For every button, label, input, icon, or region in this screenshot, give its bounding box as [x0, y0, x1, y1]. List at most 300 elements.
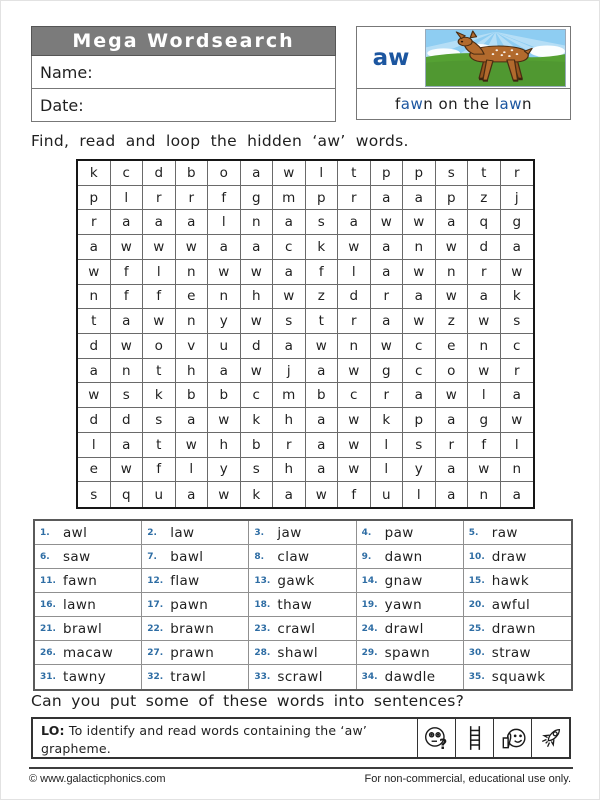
grid-letter-cell[interactable]: b — [306, 383, 339, 408]
grid-letter-cell[interactable]: a — [512, 486, 521, 503]
word-entry: trawl — [170, 665, 249, 689]
grid-letter-cell[interactable]: w — [111, 334, 144, 359]
grid-letter-cell[interactable]: c — [338, 383, 371, 408]
grid-letter-cell[interactable]: w — [111, 235, 144, 260]
grid-letter-cell[interactable]: h — [273, 458, 306, 483]
grid-letter-cell[interactable]: b — [176, 383, 209, 408]
grid-letter-cell[interactable]: a — [371, 309, 404, 334]
grid-letter-cell[interactable]: j — [501, 186, 534, 211]
grid-letter-cell[interactable]: a — [436, 408, 469, 433]
word-number: 25. — [464, 617, 492, 641]
grid-letter-cell[interactable]: a — [176, 482, 209, 507]
grid-letter-cell[interactable]: a — [111, 309, 144, 334]
word-number: 21. — [35, 617, 63, 641]
grid-letter-cell[interactable]: k — [501, 285, 534, 310]
grid-letter-cell[interactable]: m — [273, 383, 306, 408]
grid-letter-cell[interactable]: w — [338, 235, 371, 260]
word-entry: law — [170, 521, 249, 545]
grid-letter-cell[interactable]: l — [371, 433, 404, 458]
grid-letter-cell[interactable]: t — [468, 161, 501, 186]
phoneme-card — [356, 26, 571, 120]
grid-letter-cell[interactable]: s — [273, 309, 306, 334]
grid-letter-cell[interactable]: a — [436, 458, 469, 483]
grid-letter-cell[interactable]: d — [78, 334, 111, 359]
grid-letter-cell[interactable]: w — [208, 408, 241, 433]
wordsearch-grid — [76, 159, 535, 509]
grid-letter-cell[interactable]: d — [468, 235, 501, 260]
instruction-text: Find, read and loop the hidden ‘aw’ words. — [31, 132, 409, 150]
word-number: 29. — [357, 641, 385, 665]
word-entry: crawl — [277, 617, 356, 641]
grid-letter-cell[interactable]: a — [306, 359, 339, 384]
word-entry: paw — [385, 521, 464, 545]
grid-letter-cell[interactable]: a — [176, 408, 209, 433]
grid-letter-cell[interactable]: r — [436, 433, 469, 458]
grid-letter-cell[interactable]: g — [241, 186, 274, 211]
grid-letter-cell[interactable]: a — [78, 359, 111, 384]
word-entry: dawn — [385, 545, 464, 569]
grid-letter-cell[interactable]: f — [338, 482, 371, 507]
word-number: 24. — [357, 617, 385, 641]
grid-letter-cell[interactable]: j — [273, 359, 306, 384]
footer-license: For non-commercial, educational use only. — [364, 773, 571, 785]
grid-letter-cell[interactable]: e — [176, 285, 209, 310]
grid-letter-cell[interactable]: n — [501, 458, 534, 483]
word-entry: gnaw — [385, 569, 464, 593]
grid-letter-cell[interactable]: w — [338, 458, 371, 483]
word-number: 20. — [464, 593, 492, 617]
grid-letter-cell[interactable]: a — [306, 433, 339, 458]
grid-letter-cell[interactable]: w — [338, 359, 371, 384]
name-label: Name: — [40, 63, 93, 82]
grid-letter-cell[interactable]: a — [143, 210, 176, 235]
grapheme-highlight: aw — [499, 95, 522, 113]
grid-letter-cell[interactable]: a — [371, 186, 404, 211]
grid-letter-cell[interactable]: u — [143, 482, 176, 507]
grid-letter-cell[interactable]: w — [436, 285, 469, 310]
word-number: 18. — [249, 593, 277, 617]
grid-letter-cell[interactable]: c — [273, 235, 306, 260]
word-number: 28. — [249, 641, 277, 665]
grid-letter-cell[interactable]: a — [208, 359, 241, 384]
word-number: 23. — [249, 617, 277, 641]
grid-letter-cell[interactable]: w — [306, 482, 339, 507]
grid-letter-cell[interactable]: q — [468, 210, 501, 235]
grid-letter-cell[interactable]: a — [241, 235, 274, 260]
grid-letter-cell[interactable]: a — [78, 235, 111, 260]
grid-letter-cell[interactable]: a — [241, 161, 274, 186]
word-number: 1. — [35, 521, 63, 545]
word-entry: fawn — [63, 569, 142, 593]
grid-letter-cell[interactable]: s — [241, 458, 274, 483]
phoneme-caption — [357, 89, 570, 119]
grid-letter-cell[interactable]: a — [273, 482, 306, 507]
grid-letter-cell[interactable]: q — [111, 482, 144, 507]
word-entry: gawk — [277, 569, 356, 593]
grid-letter-cell[interactable]: w — [436, 235, 469, 260]
word-number: 16. — [35, 593, 63, 617]
grid-letter-cell[interactable]: n — [176, 260, 209, 285]
grid-letter-cell[interactable]: o — [143, 334, 176, 359]
grid-letter-cell[interactable]: a — [273, 210, 306, 235]
grid-letter-cell[interactable]: a — [403, 383, 436, 408]
grid-letter-cell[interactable]: a — [208, 235, 241, 260]
grid-letter-cell[interactable]: w — [241, 260, 274, 285]
grid-letter-cell[interactable]: h — [208, 433, 241, 458]
word-number: 8. — [249, 545, 277, 569]
grid-letter-cell[interactable]: w — [403, 210, 436, 235]
grid-letter-cell[interactable]: a — [501, 383, 534, 408]
grid-letter-cell[interactable]: s — [436, 161, 469, 186]
grid-letter-cell[interactable]: w — [468, 458, 501, 483]
grid-letter-cell[interactable]: f — [468, 433, 501, 458]
grid-letter-cell[interactable]: t — [306, 309, 339, 334]
footer-copyright: © www.galacticphonics.com — [29, 773, 166, 785]
fawn-illustration — [425, 29, 566, 87]
grid-letter-cell[interactable]: r — [338, 309, 371, 334]
word-number: 10. — [464, 545, 492, 569]
grid-letter-cell[interactable]: r — [371, 285, 404, 310]
footer — [29, 773, 571, 785]
grid-letter-cell[interactable]: f — [143, 285, 176, 310]
grid-letter-cell[interactable]: a — [338, 210, 371, 235]
grid-letter-cell[interactable]: n — [436, 260, 469, 285]
word-entry: tawny — [63, 665, 142, 689]
grid-letter-cell[interactable]: a — [501, 235, 534, 260]
grid-letter-cell[interactable]: s — [306, 210, 339, 235]
grid-letter-cell[interactable]: s — [78, 482, 111, 507]
word-entry: lawn — [63, 593, 142, 617]
name-field[interactable] — [31, 56, 336, 89]
grid-letter-cell[interactable]: l — [338, 260, 371, 285]
svg-text:?: ? — [438, 736, 447, 752]
grid-letter-cell[interactable]: w — [273, 161, 306, 186]
grid-letter-cell[interactable]: l — [371, 458, 404, 483]
grapheme-highlight: aw — [400, 95, 424, 113]
grid-letter-cell[interactable]: a — [306, 458, 339, 483]
word-entry: spawn — [385, 641, 464, 665]
word-entry: macaw — [63, 641, 142, 665]
grid-letter-cell[interactable]: c — [403, 359, 436, 384]
grid-letter-cell[interactable]: n — [468, 334, 501, 359]
grid-letter-cell[interactable]: n — [111, 359, 144, 384]
grid-letter-cell[interactable]: o — [208, 161, 241, 186]
grid-letter-cell[interactable]: g — [501, 210, 534, 235]
grid-letter-cell[interactable]: w — [403, 260, 436, 285]
grid-letter-cell[interactable]: w — [143, 235, 176, 260]
word-number: 32. — [147, 672, 164, 682]
word-entry: claw — [277, 545, 356, 569]
grid-letter-cell[interactable]: l — [468, 383, 501, 408]
date-field[interactable] — [31, 89, 336, 122]
word-number: 31. — [40, 672, 56, 682]
grid-letter-cell[interactable]: w — [176, 235, 209, 260]
grid-letter-cell[interactable]: f — [111, 260, 144, 285]
word-entry: thaw — [277, 593, 356, 617]
grid-letter-cell[interactable]: w — [306, 334, 339, 359]
grid-letter-cell[interactable]: f — [111, 285, 144, 310]
grid-letter-cell[interactable]: t — [338, 161, 371, 186]
grid-letter-cell[interactable]: r — [468, 260, 501, 285]
grid-letter-cell[interactable]: h — [273, 408, 306, 433]
grid-letter-cell[interactable]: r — [501, 359, 534, 384]
word-number: 34. — [361, 672, 378, 682]
grid-letter-cell[interactable]: b — [208, 383, 241, 408]
grid-letter-cell[interactable]: s — [111, 383, 144, 408]
word-entry: dawdle — [385, 665, 464, 689]
word-entry: drawl — [385, 617, 464, 641]
lo-label: LO: — [41, 723, 65, 738]
word-number: 6. — [35, 545, 63, 569]
grid-letter-cell[interactable]: g — [371, 359, 404, 384]
grid-letter-cell[interactable]: y — [208, 458, 241, 483]
grid-letter-cell[interactable]: b — [241, 433, 274, 458]
word-entry: drawn — [492, 617, 571, 641]
grid-letter-cell[interactable]: m — [273, 186, 306, 211]
grid-letter-cell[interactable]: t — [143, 359, 176, 384]
header-table — [31, 26, 336, 122]
grid-letter-cell[interactable]: w — [403, 309, 436, 334]
word-entry: brawn — [170, 617, 249, 641]
word-entry: awful — [492, 593, 571, 617]
learning-objective-text — [33, 719, 417, 757]
grid-letter-cell[interactable]: n — [176, 309, 209, 334]
word-entry: hawk — [492, 569, 571, 593]
grid-letter-cell[interactable]: b — [176, 161, 209, 186]
grid-letter-cell[interactable]: a — [176, 210, 209, 235]
page-title: Mega Wordsearch — [31, 26, 336, 56]
grapheme-label: aw — [372, 44, 410, 71]
word-number: 30. — [464, 641, 492, 665]
grid-letter-cell[interactable]: l — [501, 433, 534, 458]
fawn-image — [425, 27, 570, 88]
date-label: Date: — [40, 96, 84, 115]
learning-objective-box — [31, 717, 571, 759]
grid-letter-cell[interactable]: k — [143, 383, 176, 408]
grid-letter-cell[interactable]: a — [468, 285, 501, 310]
grid-letter-cell[interactable]: r — [273, 433, 306, 458]
grid-letter-cell[interactable]: w — [468, 359, 501, 384]
grid-letter-cell[interactable]: z — [436, 309, 469, 334]
word-number: 17. — [142, 593, 170, 617]
grid-letter-cell[interactable]: w — [371, 334, 404, 359]
word-number: 26. — [35, 641, 63, 665]
word-entry: pawn — [170, 593, 249, 617]
word-entry: squawk — [491, 669, 546, 685]
grid-letter-cell[interactable]: a — [111, 433, 144, 458]
grid-letter-cell[interactable]: n — [208, 285, 241, 310]
grid-letter-cell[interactable]: a — [403, 285, 436, 310]
grid-letter-cell[interactable]: r — [371, 383, 404, 408]
grid-letter-cell[interactable]: d — [111, 408, 144, 433]
grid-letter-cell[interactable]: t — [143, 433, 176, 458]
word-number: 15. — [464, 569, 492, 593]
grid-letter-cell[interactable]: r — [338, 186, 371, 211]
word-number: 4. — [357, 521, 385, 545]
grid-letter-cell[interactable]: w — [143, 309, 176, 334]
grid-letter-cell[interactable]: d — [78, 408, 111, 433]
grid-letter-cell[interactable]: t — [78, 309, 111, 334]
grid-letter-cell[interactable]: s — [501, 309, 534, 334]
grid-letter-cell[interactable]: o — [436, 359, 469, 384]
word-entry: brawl — [63, 617, 142, 641]
grid-letter-cell[interactable]: w — [371, 210, 404, 235]
grid-letter-cell[interactable]: w — [78, 260, 111, 285]
grid-letter-cell[interactable]: f — [208, 186, 241, 211]
grid-letter-cell[interactable]: l — [78, 433, 111, 458]
grid-letter-cell[interactable]: s — [143, 408, 176, 433]
grid-letter-cell[interactable]: w — [78, 383, 111, 408]
grid-letter-cell[interactable]: k — [241, 408, 274, 433]
word-entry: prawn — [170, 641, 249, 665]
grid-letter-cell[interactable]: e — [78, 458, 111, 483]
word-entry: bawl — [170, 545, 249, 569]
grid-letter-cell[interactable]: a — [111, 210, 144, 235]
grid-letter-cell[interactable]: c — [241, 383, 274, 408]
thumbs-up-icon — [493, 719, 531, 757]
grid-letter-cell[interactable]: a — [371, 260, 404, 285]
grid-letter-cell[interactable]: l — [403, 482, 436, 507]
grid-letter-cell[interactable]: h — [241, 285, 274, 310]
grid-letter-cell[interactable]: r — [143, 186, 176, 211]
word-number: 33. — [254, 672, 271, 682]
grid-letter-cell[interactable]: n — [78, 285, 111, 310]
grid-letter-cell[interactable]: p — [403, 161, 436, 186]
grid-letter-cell[interactable]: k — [306, 235, 339, 260]
footer-divider — [29, 767, 573, 769]
grid-letter-cell[interactable]: w — [208, 482, 241, 507]
grid-letter-cell[interactable]: a — [436, 210, 469, 235]
word-number: 14. — [357, 569, 385, 593]
grid-letter-cell[interactable]: w — [338, 408, 371, 433]
word-entry: scrawl — [277, 665, 356, 689]
word-entry: shawl — [277, 641, 356, 665]
grid-letter-cell[interactable]: w — [436, 383, 469, 408]
grid-letter-cell[interactable]: a — [403, 186, 436, 211]
grid-letter-cell[interactable]: c — [403, 334, 436, 359]
lo-body: To identify and read words containing the ‘aw’ grapheme. — [41, 723, 368, 756]
grid-letter-cell[interactable]: r — [176, 186, 209, 211]
grid-letter-cell[interactable]: p — [371, 161, 404, 186]
grid-letter-cell[interactable]: s — [403, 433, 436, 458]
grid-letter-cell[interactable]: w — [111, 458, 144, 483]
word-number: 2. — [142, 521, 170, 545]
grid-letter-cell[interactable]: w — [208, 260, 241, 285]
grid-letter-cell[interactable]: n — [468, 482, 501, 507]
word-number: 7. — [142, 545, 170, 569]
grid-letter-cell[interactable]: k — [371, 408, 404, 433]
grid-letter-cell[interactable]: w — [241, 359, 274, 384]
word-entry: saw — [63, 545, 142, 569]
word-number: 11. — [35, 569, 63, 593]
grid-letter-cell[interactable]: a — [306, 408, 339, 433]
word-entry: draw — [492, 545, 571, 569]
grid-letter-cell[interactable]: w — [501, 408, 534, 433]
grid-letter-cell[interactable]: c — [501, 334, 534, 359]
grid-letter-cell[interactable]: f — [306, 260, 339, 285]
grid-letter-cell[interactable]: g — [468, 408, 501, 433]
ladder-icon — [455, 719, 493, 757]
grid-letter-cell[interactable]: a — [273, 260, 306, 285]
word-number: 35. — [468, 672, 485, 682]
grid-letter-cell[interactable]: w — [176, 433, 209, 458]
grid-letter-cell[interactable]: w — [468, 309, 501, 334]
caption-text: n — [521, 95, 532, 113]
grid-letter-cell[interactable]: w — [273, 285, 306, 310]
caption-text: n on the l — [423, 95, 500, 113]
grid-letter-cell[interactable]: l — [111, 186, 144, 211]
grid-letter-cell[interactable]: a — [436, 482, 469, 507]
grid-letter-cell[interactable]: z — [468, 186, 501, 211]
word-entry: raw — [492, 521, 571, 545]
word-number: 13. — [249, 569, 277, 593]
grid-letter-cell[interactable]: n — [338, 334, 371, 359]
grid-letter-cell[interactable]: l — [306, 161, 339, 186]
grid-letter-cell[interactable]: c — [111, 161, 144, 186]
grid-letter-cell[interactable]: p — [306, 186, 339, 211]
grid-letter-cell[interactable]: n — [241, 210, 274, 235]
word-number: 12. — [142, 569, 170, 593]
grid-letter-cell[interactable]: d — [338, 285, 371, 310]
grid-letter-cell[interactable]: h — [176, 359, 209, 384]
grid-letter-cell[interactable]: l — [176, 458, 209, 483]
grid-letter-cell[interactable]: p — [403, 408, 436, 433]
word-entry: jaw — [277, 521, 356, 545]
grid-letter-cell[interactable]: f — [143, 458, 176, 483]
grid-letter-cell[interactable]: k — [78, 161, 111, 186]
grid-letter-cell[interactable]: y — [403, 458, 436, 483]
grid-letter-cell[interactable]: n — [403, 235, 436, 260]
rocket-icon — [531, 719, 569, 757]
word-entry: awl — [63, 521, 142, 545]
grid-letter-cell[interactable]: l — [208, 210, 241, 235]
grid-letter-cell[interactable]: p — [436, 186, 469, 211]
word-entry: straw — [492, 641, 571, 665]
grid-letter-cell[interactable]: a — [371, 235, 404, 260]
grid-letter-cell[interactable]: w — [338, 433, 371, 458]
grid-letter-cell[interactable]: z — [306, 285, 339, 310]
grid-letter-cell[interactable]: d — [241, 334, 274, 359]
sentences-prompt: Can you put some of these words into sentences? — [31, 692, 465, 710]
thinking-face-icon — [417, 719, 455, 757]
grid-letter-cell[interactable]: k — [241, 482, 274, 507]
caption-text: f — [394, 95, 401, 113]
grid-letter-cell[interactable]: y — [208, 309, 241, 334]
grid-letter-cell[interactable]: p — [78, 186, 111, 211]
grid-letter-cell[interactable]: l — [143, 260, 176, 285]
word-number: 22. — [142, 617, 170, 641]
word-number: 19. — [357, 593, 385, 617]
phoneme-card-top — [357, 27, 570, 89]
grid-letter-cell[interactable]: a — [273, 334, 306, 359]
grid-letter-cell[interactable]: v — [176, 334, 209, 359]
grid-letter-cell[interactable]: r — [78, 210, 111, 235]
grid-letter-cell[interactable]: w — [501, 260, 534, 285]
grid-letter-cell[interactable]: d — [143, 161, 176, 186]
grid-letter-cell[interactable]: e — [436, 334, 469, 359]
word-list-table — [33, 519, 573, 691]
word-number: 5. — [464, 521, 492, 545]
word-entry: yawn — [385, 593, 464, 617]
grid-letter-cell[interactable]: u — [371, 482, 404, 507]
word-entry: flaw — [170, 569, 249, 593]
grid-letter-cell[interactable]: r — [501, 161, 534, 186]
word-number: 27. — [142, 641, 170, 665]
grid-letter-cell[interactable]: w — [241, 309, 274, 334]
word-number: 9. — [357, 545, 385, 569]
word-number: 3. — [249, 521, 277, 545]
grid-letter-cell[interactable]: u — [208, 334, 241, 359]
